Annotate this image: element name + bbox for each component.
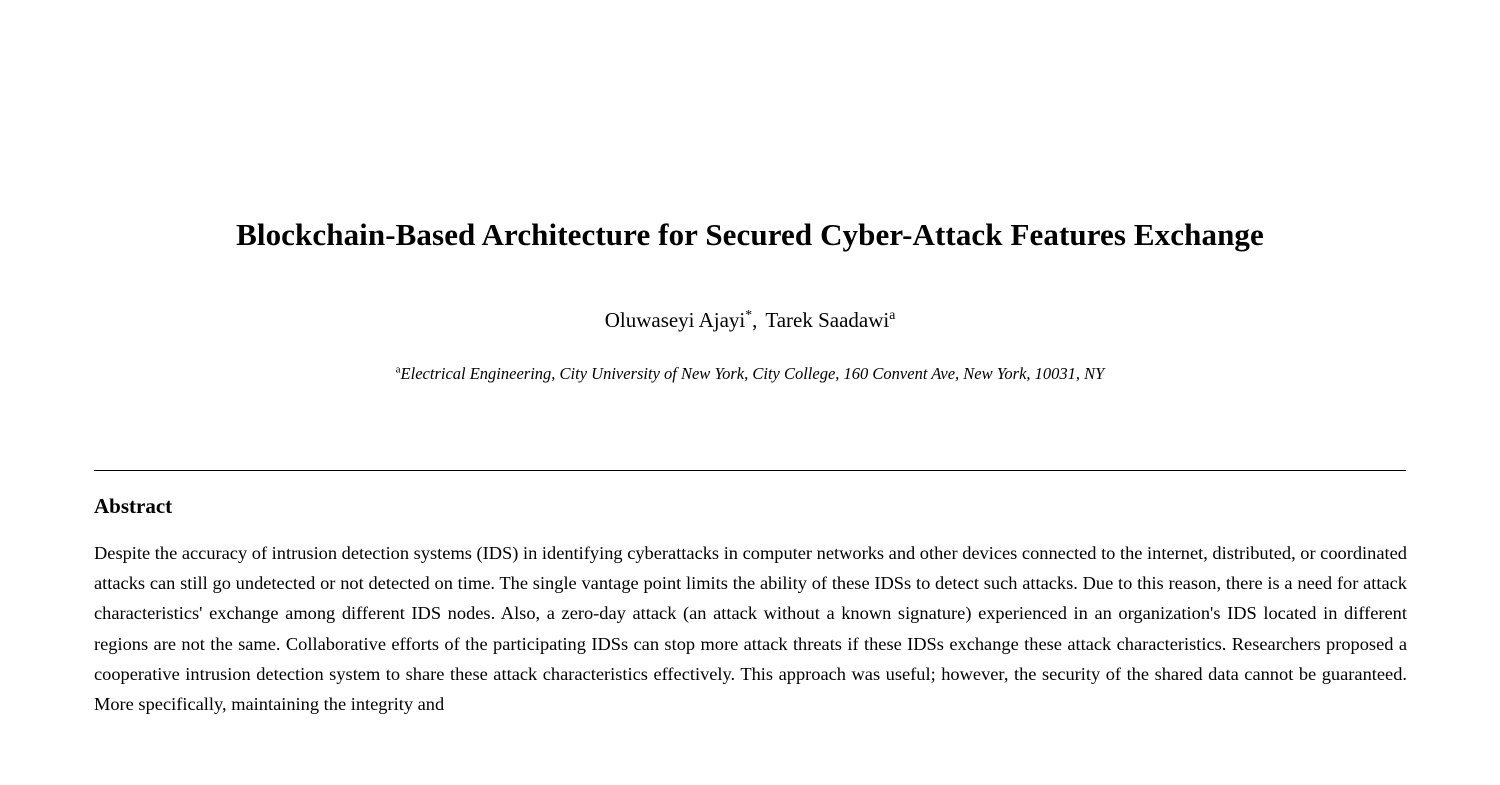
horizontal-divider — [94, 470, 1406, 471]
page-title: Blockchain-Based Architecture for Secured Cyber-Attack Features Exchange — [236, 217, 1264, 252]
affiliation-mark: a — [395, 363, 401, 376]
author-name-2: Tarek Saadawi — [765, 308, 890, 333]
affiliation — [94, 334, 1406, 384]
author-footnote-mark-2: a — [889, 307, 896, 323]
abstract-heading: Abstract — [94, 494, 173, 518]
affiliation-text: Electrical Engineering, City University of New York, City College, 160 Convent Ave, New York, 10031, NY — [400, 364, 1105, 384]
author-footnote-mark-1: * — [745, 307, 753, 323]
abstract-body: Despite the accuracy of intrusion detection systems (IDS) in identifying cyberattacks in computer networks and other devices connected to the internet, distributed, or coordinated attacks can still go undetected or not detected on time. The single vantage point limits the ability of these IDSs to detect such attacks. Due to this reason, there is a need for attack characteristics' exchange among different IDS nodes. Also, a zero-day attack (an attack without a known signature) experienced in an organization's IDS located in different regions are not the same. Collaborative efforts of the participating IDSs can stop more attack threats if these IDSs exchange these attack characteristics. Researchers proposed a cooperative intrusion detection system to share these attack characteristics effectively. This approach was useful; however, the security of the shared data cannot be guaranteed. More specifically, maintaining the integrity and — [94, 543, 1407, 715]
author-name-1: Oluwaseyi Ajayi — [604, 308, 746, 333]
author-list: Oluwaseyi Ajayi*, Tarek Saadawi$^a$ — [604, 307, 896, 333]
